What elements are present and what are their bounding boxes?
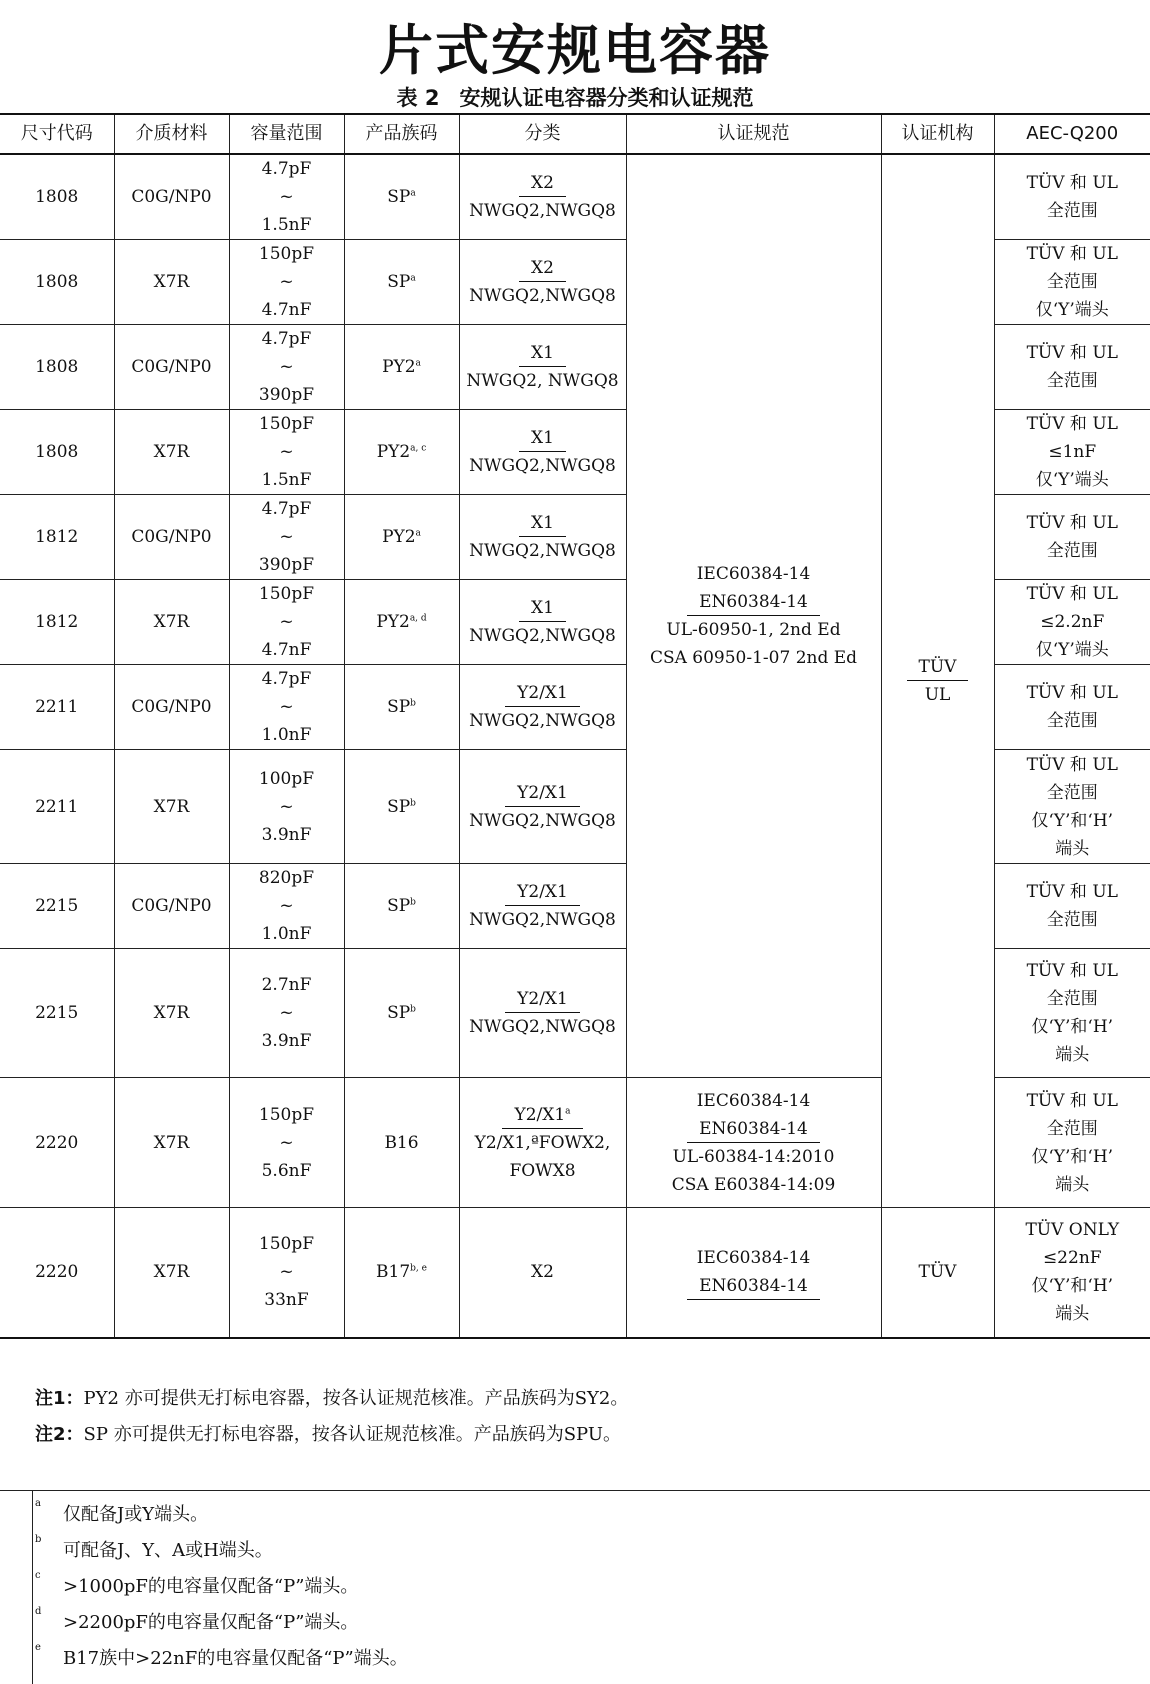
aec-q200-cell xyxy=(994,1078,1150,1208)
standard-text: EN60384-14 xyxy=(687,1116,820,1143)
aec-line: TÜV 和 UL xyxy=(1026,584,1118,604)
certification-table xyxy=(0,113,1150,1339)
note-text: PY2 亦可提供无打标电容器，按各认证规范核准。产品族码为SY2。 xyxy=(83,1388,629,1409)
footnote-mark: d xyxy=(35,1606,42,1617)
classification-class xyxy=(462,779,624,807)
table-number: 表 2 xyxy=(396,86,440,110)
family-footnote-ref: b xyxy=(410,1004,416,1015)
capacitance-line: 100pF xyxy=(258,768,315,789)
agency-ul: UL xyxy=(924,684,951,705)
classification-approval-code: NWGQ2,NWGQ8 xyxy=(469,910,616,930)
classification-class xyxy=(462,985,624,1013)
aec-line: 全范围 xyxy=(1046,910,1098,930)
footnote-b xyxy=(35,1536,273,1562)
aec-line: 全范围 xyxy=(1046,371,1098,391)
family-cell xyxy=(344,750,459,864)
aec-line: 端头 xyxy=(1055,1304,1090,1325)
size-cell: 1808 xyxy=(0,325,114,410)
header-size-code: 尺寸代码 xyxy=(0,114,114,154)
dielectric-cell: C0G/NP0 xyxy=(114,495,229,580)
standard-line: IEC60384-14 xyxy=(696,1248,811,1269)
capacitance-line: 150pF xyxy=(258,1234,315,1255)
classification-approval-code: NWGQ2,NWGQ8 xyxy=(469,201,616,221)
family-footnote-ref: a xyxy=(410,273,416,284)
aec-line: 仅‘Y’和‘H’ xyxy=(1031,1017,1114,1037)
header-certification-standard: 认证规范 xyxy=(626,114,881,154)
table-row xyxy=(0,154,1150,240)
standard-line xyxy=(629,1115,879,1143)
footnote-text: >1000pF的电容量仅配备“P”端头。 xyxy=(63,1576,359,1597)
family-cell xyxy=(344,949,459,1078)
classification-approval-code: NWGQ2,NWGQ8 xyxy=(469,541,616,561)
family-footnote-ref: a xyxy=(410,188,416,199)
table-header-row xyxy=(0,114,1150,154)
family-code: SP xyxy=(387,1003,411,1023)
capacitance-line: 1.5nF xyxy=(261,470,312,490)
capacitance-line: 1.0nF xyxy=(261,924,312,944)
footnote-d xyxy=(35,1608,358,1634)
footnote-mark: b xyxy=(35,1534,42,1545)
capacitance-cell xyxy=(229,580,344,665)
family-footnote-ref: a, c xyxy=(410,443,427,454)
size-cell: 2211 xyxy=(0,665,114,750)
classification-class-value: X1 xyxy=(531,513,554,533)
classification-cell xyxy=(459,240,626,325)
classification-class-value: Y2/X1 xyxy=(517,989,568,1009)
dielectric-cell: C0G/NP0 xyxy=(114,864,229,949)
agency-tuv: TÜV xyxy=(907,654,969,681)
classification-class xyxy=(462,679,624,707)
footnote-text: B17族中>22nF的电容量仅配备“P”端头。 xyxy=(63,1648,408,1669)
header-dielectric: 介质材料 xyxy=(114,114,229,154)
classification-class-text xyxy=(505,680,580,707)
family-code: PY2 xyxy=(382,527,416,547)
size-cell: 1808 xyxy=(0,410,114,495)
family-footnote-ref: a, d xyxy=(409,613,427,624)
family-cell xyxy=(344,495,459,580)
aec-q200-cell xyxy=(994,240,1150,325)
classification-class-value: Y2/X1 xyxy=(514,1104,566,1125)
page-title: 片式安规电容器 xyxy=(379,19,771,82)
note-label: 注1： xyxy=(35,1388,84,1409)
header-capacitance-range: 容量范围 xyxy=(229,114,344,154)
classification-approval-code: FOWX8 xyxy=(509,1160,576,1181)
aec-line: TÜV 和 UL xyxy=(1026,683,1118,703)
capacitance-line: 4.7pF xyxy=(261,329,312,349)
capacitance-cell xyxy=(229,665,344,750)
header-certification-agency: 认证机构 xyxy=(881,114,994,154)
note-2 xyxy=(35,1420,621,1446)
aec-line: TÜV 和 UL xyxy=(1026,754,1118,775)
classification-class xyxy=(462,169,624,197)
aec-line: TÜV ONLY xyxy=(1025,1220,1120,1241)
standard-line: UL-60384-14:2010 xyxy=(672,1146,835,1167)
standard-line xyxy=(629,1272,879,1300)
aec-q200-cell xyxy=(994,410,1150,495)
capacitance-line: 150pF xyxy=(258,244,315,264)
aec-line: ≤1nF xyxy=(1048,442,1097,462)
classification-approval-code: NWGQ2,NWGQ8 xyxy=(469,1017,616,1037)
classification-class-text xyxy=(519,255,566,282)
classification-class-value: Y2/X1 xyxy=(517,882,568,902)
aec-line: TÜV 和 UL xyxy=(1026,882,1118,902)
footnote-text: 仅配备J或Y端头。 xyxy=(63,1504,209,1525)
classification-approval-code: NWGQ2, NWGQ8 xyxy=(466,371,619,391)
dielectric-cell: C0G/NP0 xyxy=(114,665,229,750)
family-code: B17 xyxy=(376,1262,411,1283)
note-text: SP 亦可提供无打标电容器，按各认证规范核准。产品族码为SPU。 xyxy=(83,1424,621,1445)
dielectric-cell: X7R xyxy=(114,750,229,864)
capacitance-line: ~ xyxy=(279,442,294,462)
aec-line: 仅‘Y’端头 xyxy=(1035,300,1109,320)
capacitance-line: 33nF xyxy=(264,1290,309,1311)
aec-q200-cell xyxy=(994,949,1150,1078)
dielectric-cell: X7R xyxy=(114,410,229,495)
size-cell: 1812 xyxy=(0,495,114,580)
capacitance-line: 5.6nF xyxy=(261,1160,312,1181)
classification-cell xyxy=(459,750,626,864)
capacitance-line: ~ xyxy=(279,1132,294,1153)
header-product-family: 产品族码 xyxy=(344,114,459,154)
classification-class-value: X2 xyxy=(531,258,554,278)
classification-cell xyxy=(459,665,626,750)
family-code: B16 xyxy=(384,1132,419,1153)
footnote-a xyxy=(35,1500,208,1526)
classification-footnote-ref: a xyxy=(565,1105,571,1116)
family-cell xyxy=(344,410,459,495)
classification-approval-code: NWGQ2,NWGQ8 xyxy=(469,286,616,306)
certification-agency-cell: TÜV xyxy=(881,1208,994,1338)
size-cell: 1808 xyxy=(0,240,114,325)
aec-q200-cell xyxy=(994,154,1150,240)
size-cell: 2211 xyxy=(0,750,114,864)
classification-class xyxy=(462,254,624,282)
classification-class xyxy=(462,594,624,622)
capacitance-line: ~ xyxy=(279,1262,294,1283)
aec-line: 全范围 xyxy=(1046,201,1098,221)
capacitance-line: ~ xyxy=(279,357,294,377)
classification-approval-code: NWGQ2,NWGQ8 xyxy=(469,456,616,476)
classification-cell xyxy=(459,580,626,665)
classification-class xyxy=(462,424,624,452)
capacitance-line: 4.7nF xyxy=(261,640,312,660)
classification-class-value: Y2/X1 xyxy=(517,683,568,703)
classification-class-text xyxy=(519,425,566,452)
standard-line: CSA E60384-14:09 xyxy=(671,1174,836,1195)
classification-class xyxy=(462,878,624,906)
classification-class-text xyxy=(505,986,580,1013)
dielectric-cell: X7R xyxy=(114,1078,229,1208)
aec-line: ≤22nF xyxy=(1042,1248,1102,1269)
classification-class-value: X1 xyxy=(531,343,554,363)
size-cell: 1812 xyxy=(0,580,114,665)
aec-q200-cell xyxy=(994,1208,1150,1338)
aec-line: TÜV 和 UL xyxy=(1026,173,1118,193)
capacitance-cell xyxy=(229,154,344,240)
note-1 xyxy=(35,1384,628,1410)
classification-class: X2 xyxy=(531,1262,554,1283)
family-cell xyxy=(344,154,459,240)
size-cell: 2215 xyxy=(0,864,114,949)
standard-line: CSA 60950-1-07 2nd Ed xyxy=(649,648,858,668)
aec-line: 端头 xyxy=(1055,1174,1090,1195)
capacitance-line: ~ xyxy=(279,697,294,717)
header-classification: 分类 xyxy=(459,114,626,154)
aec-q200-cell xyxy=(994,864,1150,949)
capacitance-line: ~ xyxy=(279,1003,294,1023)
aec-line: 全范围 xyxy=(1046,989,1098,1009)
family-footnote-ref: a xyxy=(415,358,421,369)
footnote-mark: e xyxy=(35,1642,41,1653)
classification-class-value: X1 xyxy=(531,598,554,618)
dielectric-cell: X7R xyxy=(114,949,229,1078)
classification-class-text xyxy=(519,510,566,537)
family-footnote-ref: b xyxy=(410,797,416,808)
aec-line: TÜV 和 UL xyxy=(1026,343,1118,363)
aec-line: 仅‘Y’端头 xyxy=(1035,640,1109,660)
capacitance-line: 4.7pF xyxy=(261,159,312,179)
family-cell xyxy=(344,580,459,665)
capacitance-cell xyxy=(229,949,344,1078)
footnote-c xyxy=(35,1572,358,1598)
notes-section xyxy=(0,1338,1150,1491)
certification-standard-cell xyxy=(626,1078,881,1208)
aec-line: 全范围 xyxy=(1046,711,1098,731)
classification-class-text xyxy=(505,879,580,906)
classification-class-value: X1 xyxy=(531,428,554,448)
classification-cell xyxy=(459,154,626,240)
capacitance-line: 2.7nF xyxy=(261,975,312,995)
capacitance-line: ~ xyxy=(279,527,294,547)
classification-approval-code: NWGQ2,NWGQ8 xyxy=(469,711,616,731)
aec-line: 全范围 xyxy=(1046,541,1098,561)
aec-line: 端头 xyxy=(1055,838,1090,859)
classification-class-text xyxy=(519,340,566,367)
family-code: SP xyxy=(387,272,411,292)
standard-line: IEC60384-14 xyxy=(696,1090,811,1111)
capacitance-line: ~ xyxy=(279,796,294,817)
footnote-e xyxy=(35,1644,408,1670)
capacitance-line: 4.7pF xyxy=(261,499,312,519)
footnote-text: 可配备J、Y、A或H端头。 xyxy=(63,1540,273,1561)
capacitance-line: 1.5nF xyxy=(261,215,312,235)
table-row xyxy=(0,1208,1150,1338)
aec-line: 全范围 xyxy=(1046,782,1098,803)
classification-cell xyxy=(459,1078,626,1208)
aec-line: TÜV 和 UL xyxy=(1026,513,1118,533)
aec-q200-cell xyxy=(994,750,1150,864)
classification-cell xyxy=(459,1208,626,1338)
capacitance-line: ~ xyxy=(279,272,294,292)
aec-line: TÜV 和 UL xyxy=(1026,1090,1118,1111)
family-code: PY2 xyxy=(376,612,410,632)
family-footnote-ref: b xyxy=(410,897,416,908)
capacitance-cell xyxy=(229,410,344,495)
capacitance-line: ~ xyxy=(279,612,294,632)
aec-line: 全范围 xyxy=(1046,272,1098,292)
classification-class-value: X2 xyxy=(531,173,554,193)
capacitance-cell xyxy=(229,1078,344,1208)
aec-line: 仅‘Y’和‘H’ xyxy=(1031,1276,1114,1297)
size-cell: 2220 xyxy=(0,1078,114,1208)
capacitance-cell xyxy=(229,325,344,410)
family-code: SP xyxy=(387,896,411,916)
aec-q200-cell xyxy=(994,495,1150,580)
dielectric-cell: X7R xyxy=(114,580,229,665)
aec-line: TÜV 和 UL xyxy=(1026,414,1118,434)
family-code: SP xyxy=(387,796,411,817)
capacitance-cell xyxy=(229,240,344,325)
note-label: 注2： xyxy=(35,1424,84,1445)
family-cell xyxy=(344,864,459,949)
capacitance-line: ~ xyxy=(279,896,294,916)
aec-line: 全范围 xyxy=(1046,1118,1098,1139)
aec-line: 仅‘Y’和‘H’ xyxy=(1031,1146,1114,1167)
aec-line: 仅‘Y’和‘H’ xyxy=(1031,810,1114,831)
classification-cell xyxy=(459,325,626,410)
agency-line xyxy=(884,654,992,681)
dielectric-cell: X7R xyxy=(114,1208,229,1338)
classification-approval-code: NWGQ2,NWGQ8 xyxy=(469,810,616,831)
footnote-divider xyxy=(32,1490,33,1684)
size-cell: 1808 xyxy=(0,154,114,240)
family-code: PY2 xyxy=(376,442,411,462)
capacitance-line: 150pF xyxy=(258,584,315,604)
family-code: SP xyxy=(387,187,411,207)
certification-standard-cell xyxy=(626,1208,881,1338)
table-caption xyxy=(0,82,1150,112)
family-cell xyxy=(344,1208,459,1338)
capacitance-line: 820pF xyxy=(258,868,315,888)
family-code: SP xyxy=(387,697,411,717)
capacitance-line: 1.0nF xyxy=(261,725,312,745)
classification-cell xyxy=(459,864,626,949)
certification-agency-cell xyxy=(881,154,994,1208)
classification-cell xyxy=(459,949,626,1078)
standard-line: UL-60950-1, 2nd Ed xyxy=(666,620,841,640)
family-footnote-ref: b, e xyxy=(410,1263,427,1274)
capacitance-cell xyxy=(229,864,344,949)
footnote-mark: a xyxy=(35,1498,41,1509)
family-footnote-ref: b xyxy=(410,698,416,709)
classification-class-value: Y2/X1 xyxy=(517,782,568,803)
table-caption-text: 安规认证电容器分类和认证规范 xyxy=(459,86,754,110)
family-cell xyxy=(344,325,459,410)
classification-cell xyxy=(459,495,626,580)
capacitance-line: 150pF xyxy=(258,414,315,434)
classification-class-text xyxy=(505,780,580,807)
capacitance-line: 4.7pF xyxy=(261,669,312,689)
standard-line: IEC60384-14 xyxy=(696,564,811,584)
capacitance-line: 150pF xyxy=(258,1104,315,1125)
family-cell xyxy=(344,1078,459,1208)
classification-approval-code: NWGQ2,NWGQ8 xyxy=(469,626,616,646)
family-footnote-ref: a xyxy=(415,528,421,539)
aec-q200-cell xyxy=(994,580,1150,665)
aec-q200-cell xyxy=(994,665,1150,750)
capacitance-cell xyxy=(229,1208,344,1338)
standard-text: EN60384-14 xyxy=(687,589,820,616)
capacitance-line: 3.9nF xyxy=(261,824,312,845)
capacitance-line: ~ xyxy=(279,187,294,207)
certification-standard-cell xyxy=(626,154,881,1078)
standard-line xyxy=(629,588,879,616)
footnote-text: >2200pF的电容量仅配备“P”端头。 xyxy=(63,1612,359,1633)
classification-class-text xyxy=(502,1102,582,1129)
header-aec-q200: AEC-Q200 xyxy=(994,114,1150,154)
family-code: PY2 xyxy=(382,357,416,377)
size-cell: 2215 xyxy=(0,949,114,1078)
classification-cell xyxy=(459,410,626,495)
classification-class-text xyxy=(519,595,566,622)
aec-line: 仅‘Y’端头 xyxy=(1035,470,1109,490)
dielectric-cell: X7R xyxy=(114,240,229,325)
family-cell xyxy=(344,240,459,325)
capacitance-line: 390pF xyxy=(258,385,315,405)
dielectric-cell: C0G/NP0 xyxy=(114,154,229,240)
classification-class xyxy=(462,509,624,537)
aec-line: TÜV 和 UL xyxy=(1026,244,1118,264)
standard-text: EN60384-14 xyxy=(687,1273,820,1300)
classification-class xyxy=(462,1101,624,1129)
capacitance-line: 3.9nF xyxy=(261,1031,312,1051)
size-cell: 2220 xyxy=(0,1208,114,1338)
classification-approval-code: Y2/X1,ªFOWX2, xyxy=(474,1132,611,1153)
aec-line: 端头 xyxy=(1055,1045,1090,1065)
classification-class-text xyxy=(519,170,566,197)
family-cell xyxy=(344,665,459,750)
capacitance-cell xyxy=(229,750,344,864)
footnote-mark: c xyxy=(35,1570,41,1581)
capacitance-line: 4.7nF xyxy=(261,300,312,320)
capacitance-line: 390pF xyxy=(258,555,315,575)
aec-line: ≤2.2nF xyxy=(1040,612,1105,632)
aec-line: TÜV 和 UL xyxy=(1026,961,1118,981)
classification-class xyxy=(462,339,624,367)
capacitance-cell xyxy=(229,495,344,580)
dielectric-cell: C0G/NP0 xyxy=(114,325,229,410)
aec-q200-cell xyxy=(994,325,1150,410)
